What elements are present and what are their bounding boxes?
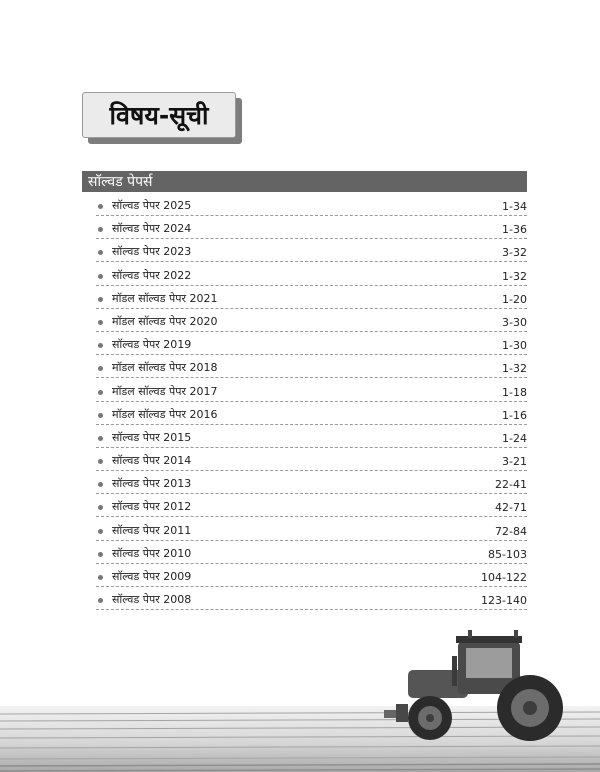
- toc-row: [96, 472, 527, 494]
- toc-row: [96, 495, 527, 517]
- toc-row: [96, 588, 527, 610]
- toc-row: [96, 449, 527, 471]
- bullet-icon: [98, 366, 103, 371]
- toc-row: [96, 565, 527, 587]
- toc-row-title: सॉल्वड पेपर 2019: [112, 338, 192, 352]
- bullet-icon: [98, 274, 103, 279]
- toc-row-pages: 123-140: [481, 594, 527, 608]
- toc-row-title: मॉडल सॉल्वड पेपर 2021: [112, 291, 218, 305]
- toc-row-pages: 1-24: [502, 431, 527, 445]
- toc-row-title: मॉडल सॉल्वड पेपर 2018: [112, 361, 218, 375]
- toc-row-pages: 3-21: [502, 455, 527, 469]
- toc-row-pages: 3-32: [502, 246, 527, 260]
- toc-row-pages: 1-16: [502, 408, 527, 422]
- toc-row-pages: 1-34: [502, 200, 527, 213]
- toc-row-title: सॉल्वड पेपर 2008: [112, 593, 192, 607]
- bullet-icon: [98, 343, 103, 348]
- toc-row: [96, 217, 527, 239]
- toc-row-title: सॉल्वड पेपर 2013: [112, 477, 192, 491]
- toc-row-title: सॉल्वड पेपर 2015: [112, 430, 192, 444]
- toc-row-title: सॉल्वड पेपर 2012: [112, 500, 192, 514]
- page-title: विषय-सूची: [82, 92, 236, 138]
- toc-row: [96, 240, 527, 262]
- bullet-icon: [98, 297, 103, 302]
- bullet-icon: [98, 204, 103, 209]
- bullet-icon: [98, 575, 103, 580]
- toc-row-pages: 42-71: [495, 501, 527, 515]
- toc-row-pages: 1-32: [502, 269, 527, 283]
- toc-row-title: मॉडल सॉल्वड पेपर 2020: [112, 314, 218, 328]
- toc-row-title: मॉडल सॉल्वड पेपर 2017: [112, 384, 218, 398]
- toc-row: [96, 519, 527, 541]
- bullet-icon: [98, 482, 103, 487]
- toc-row: [96, 333, 527, 355]
- page-title-block: [82, 92, 242, 142]
- toc-row-pages: 1-36: [502, 223, 527, 237]
- toc-row-title: सॉल्वड पेपर 2009: [112, 570, 192, 583]
- toc-row-pages: 104-122: [481, 571, 527, 584]
- bullet-icon: [98, 390, 103, 395]
- toc-row-pages: 1-32: [502, 362, 527, 376]
- bullet-icon: [98, 413, 103, 418]
- bullet-icon: [98, 598, 103, 603]
- toc-row-pages: 3-30: [502, 315, 527, 329]
- toc-row: [96, 380, 527, 402]
- toc-row-title: मॉडल सॉल्वड पेपर 2016: [112, 407, 218, 421]
- toc-row: [96, 542, 527, 564]
- toc-row-title: सॉल्वड पेपर 2014: [112, 454, 192, 468]
- toc-row: [96, 264, 527, 286]
- toc-row-pages: 72-84: [495, 524, 527, 538]
- toc-row: [96, 403, 527, 425]
- toc-row-pages: 1-20: [502, 292, 527, 306]
- toc-row-title: सॉल्वड पेपर 2010: [112, 546, 192, 560]
- table-of-contents: [96, 194, 527, 611]
- section-header-solved-papers: [82, 171, 527, 192]
- toc-row-title: सॉल्वड पेपर 2011: [112, 523, 192, 537]
- bullet-icon: [98, 227, 103, 232]
- toc-row: [96, 287, 527, 309]
- toc-row-title: सॉल्वड पेपर 2023: [112, 245, 192, 259]
- toc-row: [96, 426, 527, 448]
- bullet-icon: [98, 250, 103, 255]
- bullet-icon: [98, 529, 103, 534]
- toc-row-pages: 1-18: [502, 385, 527, 399]
- bullet-icon: [98, 505, 103, 510]
- toc-row: [96, 194, 527, 216]
- toc-row-title: सॉल्वड पेपर 2024: [112, 222, 192, 236]
- toc-row-pages: 85-103: [488, 547, 527, 561]
- bullet-icon: [98, 320, 103, 325]
- toc-row-title: सॉल्वड पेपर 2025: [112, 199, 192, 212]
- toc-row-pages: 22-41: [495, 478, 527, 492]
- toc-row-title: सॉल्वड पेपर 2022: [112, 268, 192, 282]
- section-title: सॉल्वड पेपर्स: [88, 174, 153, 190]
- bullet-icon: [98, 459, 103, 464]
- tractor-in-field-illustration: [0, 628, 600, 772]
- toc-row: [96, 310, 527, 332]
- bullet-icon: [98, 552, 103, 557]
- toc-row: [96, 356, 527, 378]
- bullet-icon: [98, 436, 103, 441]
- toc-row-pages: 1-30: [502, 339, 527, 353]
